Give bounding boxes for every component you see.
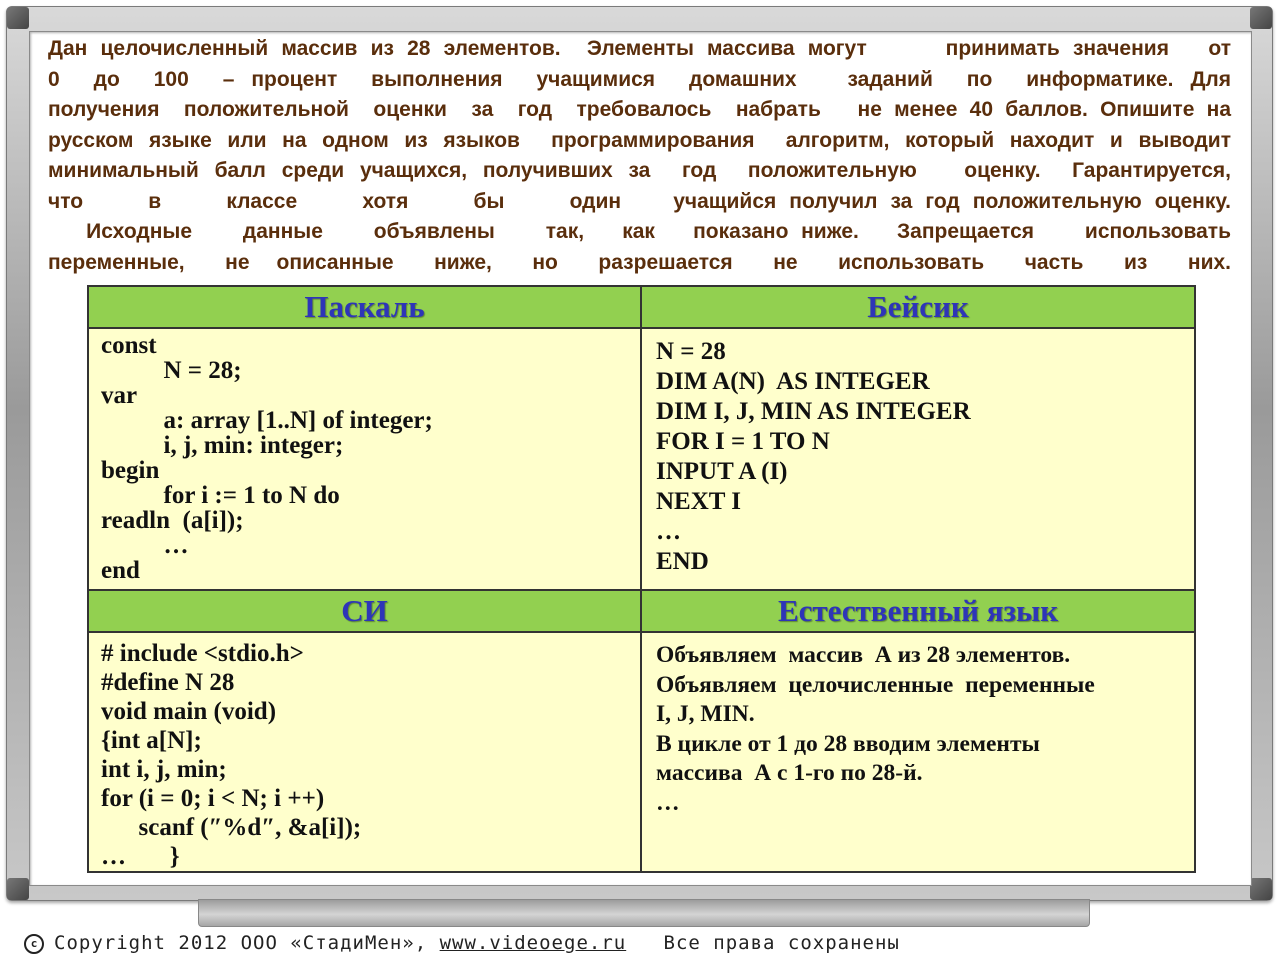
natural-language-text: Объявляем массив А из 28 элементов. Объявляем целочисленные переменные I, J, MIN. В цикле от 1 до 28 вводим элементы массива А с 1-го по 28-й. … (656, 642, 1095, 816)
pascal-code: const N = 28; var a: array [1..N] of integer; i, j, min: integer; begin for i := 1 to N do readln (a[i]); … end (101, 332, 433, 584)
task-line: переменные, не описанные ниже, но разрешается не использовать часть из них. (48, 250, 1231, 274)
cell-c (88, 632, 641, 872)
basic-code: N = 28 DIM A(N) AS INTEGER DIM I, J, MIN AS INTEGER FOR I = 1 TO N INPUT A (I) NEXT I … END (656, 338, 971, 575)
task-line: Исходные данные объявлены так, как показано ниже. Запрещается использовать (48, 220, 1231, 243)
frame-corner (1250, 878, 1272, 900)
cell-pascal (88, 328, 641, 590)
copyright-footer (24, 932, 1024, 954)
cell-natural (641, 632, 1195, 872)
frame-corner (7, 878, 29, 900)
task-line: Дан целочисленный массив из 28 элементов. Элементы массива могут принимать значения от (48, 37, 1231, 60)
website-link[interactable]: www.videoege.ru (439, 932, 627, 954)
task-statement (48, 34, 1231, 278)
task-line: что в классе хотя бы один учащийся получил за год положительную оценку. (48, 189, 1231, 213)
cell-basic (641, 328, 1195, 590)
header-c: СИ (88, 590, 641, 632)
task-line: русском языке или на одном из языков программирования алгоритм, который находит и выводит (48, 128, 1231, 152)
frame-corner (1250, 7, 1272, 29)
copyright-text: Copyright 2012 ООО «СтадиМен», (54, 932, 440, 954)
frame-corner (7, 7, 29, 29)
marker-tray (198, 899, 1090, 927)
task-line: минимальный балл среди учащихся, получивших за год положительную оценку. Гарантируется, (48, 159, 1231, 182)
task-line: получения положительной оценки за год требовалось набрать не менее 40 баллов. Опишите на (48, 98, 1231, 121)
languages-table (87, 285, 1196, 873)
copyright-icon: c (24, 934, 44, 954)
c-code: # include <stdio.h> #define N 28 void main (void) {int a[N]; int i, j, min; for (i = 0; i < N; i ++) scanf (″%d″, &a[i]); … } (101, 640, 362, 870)
header-basic: Бейсик (641, 286, 1195, 328)
header-pascal: Паскаль (88, 286, 641, 328)
task-line: 0 до 100 – процент выполнения учащимися домашних заданий по информатике. Для (48, 67, 1231, 91)
header-natural: Естественный язык (641, 590, 1195, 632)
rights-text: Все права сохранены (626, 932, 900, 954)
